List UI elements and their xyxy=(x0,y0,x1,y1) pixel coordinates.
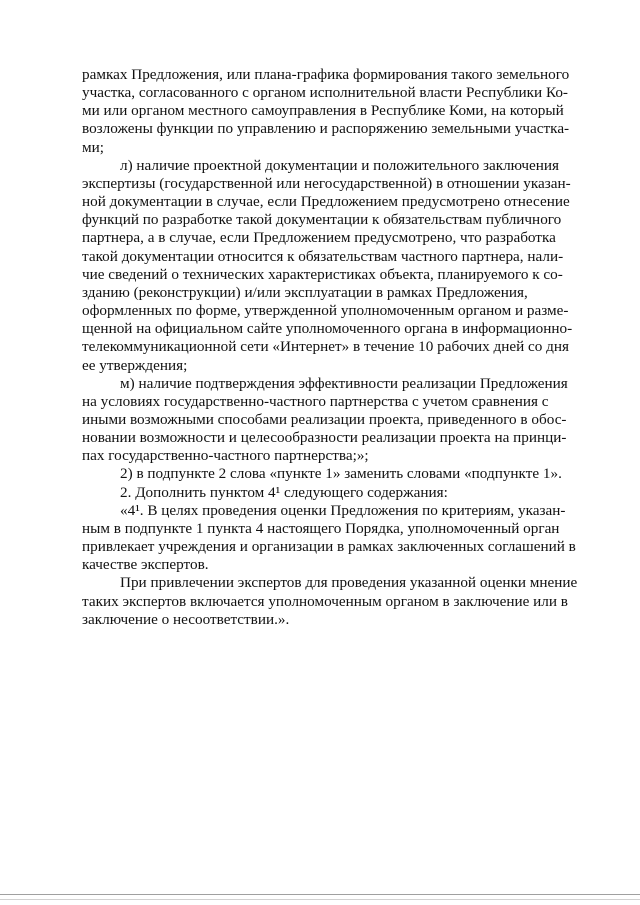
scan-edge-line xyxy=(0,894,640,895)
scan-edge-line xyxy=(0,899,640,900)
paragraph-point-2: 2. Дополнить пунктом 4¹ следующего содержания: xyxy=(120,483,448,501)
paragraph-continuation: рамках Предложения, или плана-графика формирования такого земельного участка, согласованного с органом исполнительной власти Республики Ко- ми или органом местного самоуправления в Республике Коми, на который возложены функции по управлению и распоряжению земельными участка- ми; xyxy=(82,66,570,156)
paragraph-m: м) наличие подтверждения эффективности реализации Предложения на условиях государственно-частного партнерства с учетом сравнения с иными возможными способами реализации проекта, приведенного в обос- новании возможности и целесообразности реализации проекта на принци- пах государственно-частного партнерства;»; xyxy=(82,374,568,465)
paragraph-subpoint-2: 2) в подпункте 2 слова «пункте 1» заменить словами «подпункте 1». xyxy=(120,465,562,483)
document-body xyxy=(82,66,585,629)
paragraph-l: л) наличие проектной документации и положительного заключения экспертизы (государственной или негосударственной) в отношении указан- ной документации в случае, если Предложением предусмотрено отнесение функций по разработке такой документации к обязательствам публичного партнера, а в случае, если Предложением предусмотрено, что разработка такой документации относится к обязательствам частного партнера, нали- чие сведений о технических характеристиках объекта, планируемого к со- зданию (реконструкции) и/или эксплуатации в рамках Предложения, оформленных по форме, утвержденной уполномоченным органом и разме- щенной на официальном сайте уполномоченного органа в информационно- телекоммуникационной сети «Интернет» в течение 10 рабочих дней со дня ее утверждения; xyxy=(82,156,573,374)
paragraph-expert-opinion: При привлечении экспертов для проведения указанной оценки мнение таких экспертов включается уполномоченным органом в заключение или в заключение о несоответствии.». xyxy=(82,574,578,628)
paragraph-point-4-1: «4¹. В целях проведения оценки Предложения по критериям, указан- ным в подпункте 1 пункта 4 настоящего Порядка, уполномоченный орган привлекает учреждения и организации в рамках заключенных соглашений в качестве экспертов. xyxy=(82,501,576,574)
